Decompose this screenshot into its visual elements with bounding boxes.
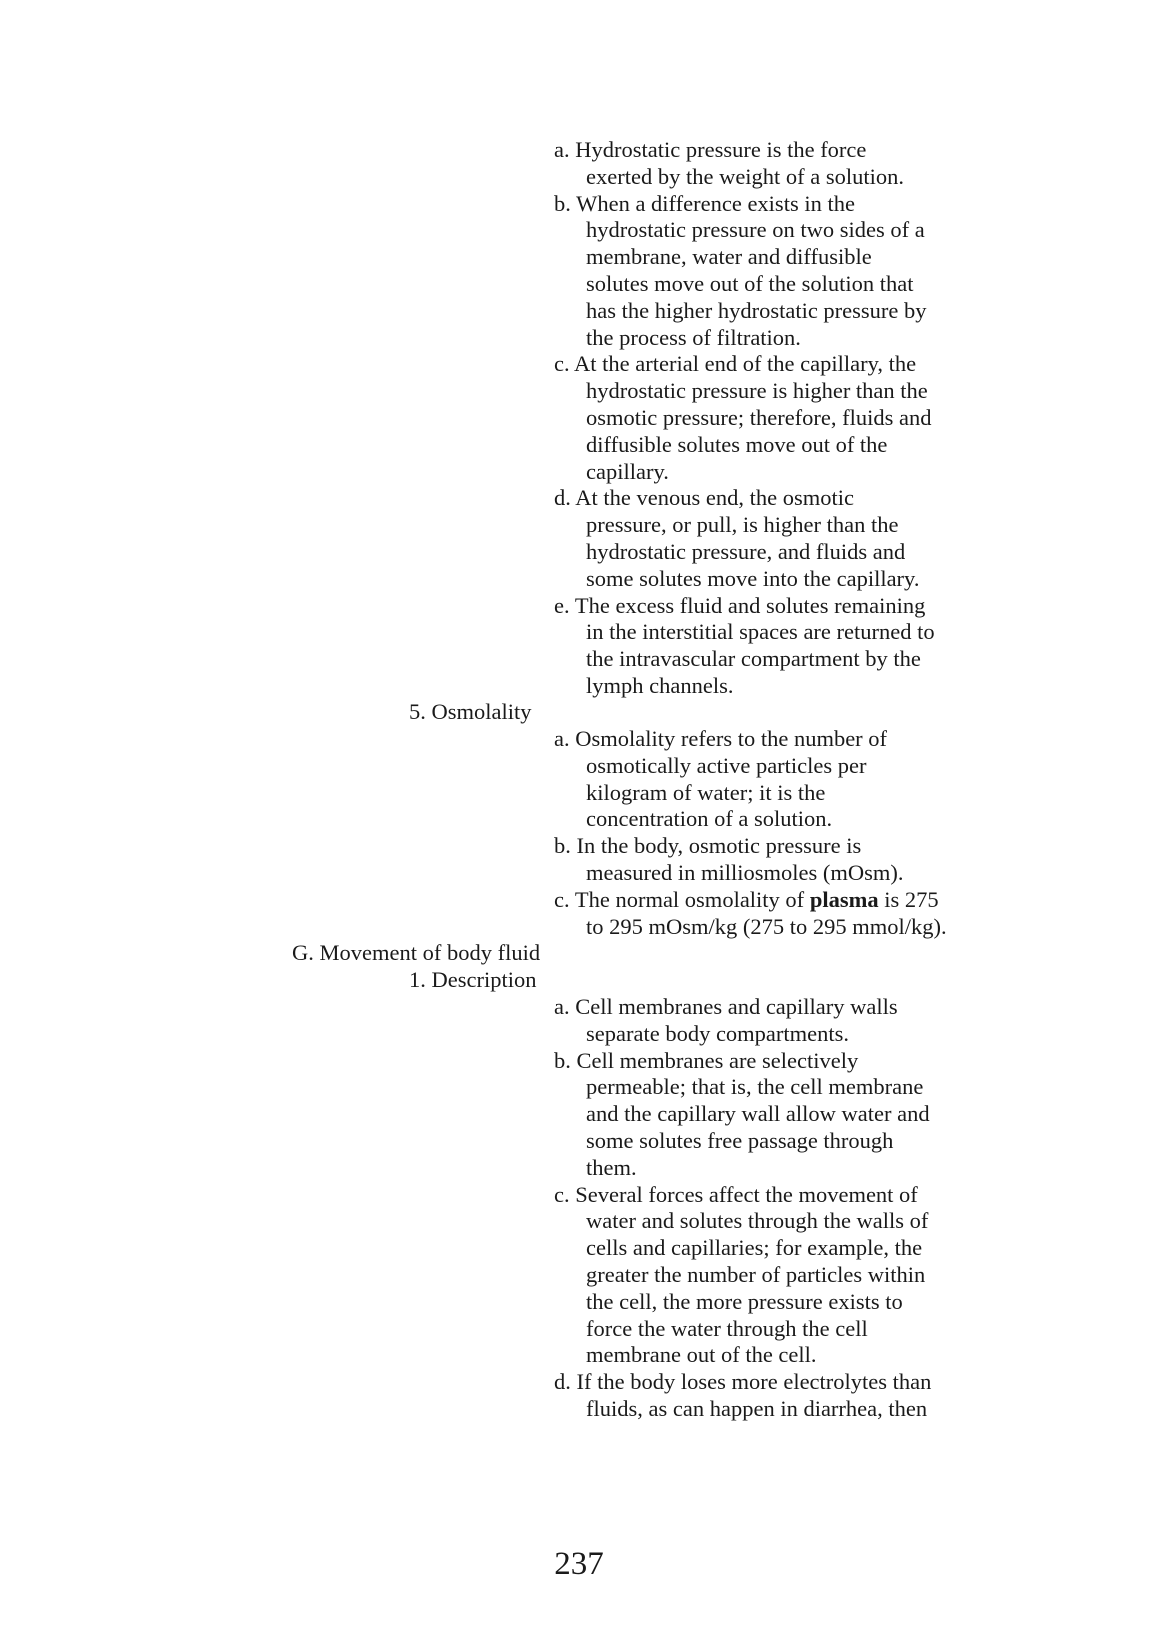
heading-description: 1. Description (409, 967, 537, 992)
block3-item-b-line4: some solutes free passage through (586, 1128, 894, 1153)
block2-item-a-line4: concentration of a solution. (586, 806, 833, 832)
page-number: 237 (554, 1546, 604, 1582)
block1-item-c-line2: hydrostatic pressure is higher than the (586, 378, 928, 404)
block1-item-a-line2: exerted by the weight of a solution. (586, 163, 905, 189)
block1-item-c-line5: capillary. (586, 458, 669, 484)
block1-item-d-line3: hydrostatic pressure, and fluids and (586, 539, 906, 564)
list-label: e. (554, 592, 570, 618)
list-label: c. (554, 351, 570, 377)
block1-item-e-line1: e. The excess fluid and solutes remaining (554, 592, 926, 618)
block1-item-c-line3: osmotic pressure; therefore, fluids and (586, 405, 932, 430)
block1-item-e-line4: lymph channels. (586, 673, 734, 698)
block3-item-b-line3: and the capillary wall allow water and (586, 1101, 930, 1127)
block1-item-d-line2: pressure, or pull, is higher than the (586, 512, 899, 538)
block3-item-c-line4: greater the number of particles within (586, 1262, 926, 1287)
block3-item-b-line1: b. Cell membranes are selectively (554, 1047, 859, 1073)
block3-item-c-line6: force the water through the cell (586, 1315, 868, 1341)
block2-item-b-line2: measured in milliosmoles (mOsm). (586, 860, 904, 885)
block3-item-b-line5: them. (586, 1154, 637, 1180)
block1-item-b-line5: has the higher hydrostatic pressure by (586, 297, 927, 323)
list-label: d. (554, 485, 571, 511)
block3-item-c-line3: cells and capillaries; for example, the (586, 1235, 923, 1261)
block3-item-a-line2: separate body compartments. (586, 1020, 850, 1046)
heading-osmolality: 5. Osmolality (409, 699, 532, 724)
block1-item-c-line1: c. At the arterial end of the capillary, the (554, 351, 917, 377)
block1-item-d-line1: d. At the venous end, the osmotic (554, 485, 854, 511)
list-label: a. (554, 994, 570, 1019)
block1-item-d-line4: some solutes move into the capillary. (586, 565, 920, 591)
block2-item-b-line1: b. In the body, osmotic pressure is (554, 833, 862, 859)
block2-item-a-line2: osmotically active particles per (586, 752, 867, 778)
block3-item-d-line2: fluids, as can happen in diarrhea, then (586, 1396, 928, 1421)
block2-item-a-line1: a. Osmolality refers to the number of (554, 726, 888, 751)
block1-item-e-line2: in the interstitial spaces are returned to (586, 619, 935, 645)
block3-item-b-line2: permeable; that is, the cell membrane (586, 1074, 924, 1100)
block3-item-c-line2: water and solutes through the walls of (586, 1208, 929, 1234)
block1-item-c-line4: diffusible solutes move out of the (586, 431, 888, 457)
osmolality-item-c-line1: c. The normal osmolality of plasma is 275 (554, 887, 939, 912)
list-label: b. (554, 1047, 571, 1073)
block1-item-b-line3: membrane, water and diffusible (586, 244, 872, 270)
block3-item-a-line1: a. Cell membranes and capillary walls (554, 994, 898, 1019)
block1-item-a-line1: a. Hydrostatic pressure is the force (554, 137, 867, 162)
block3-item-c-line1: c. Several forces affect the movement of (554, 1181, 918, 1207)
block3-item-d-line1: d. If the body loses more electrolytes than (554, 1369, 932, 1395)
list-label: c. (554, 1181, 570, 1207)
list-label: a. (554, 726, 570, 751)
list-label: b. (554, 190, 571, 216)
block1-item-b-line1: b. When a difference exists in the (554, 190, 855, 216)
block1-item-e-line3: the intravascular compartment by the (586, 646, 921, 672)
block2-item-a-line3: kilogram of water; it is the (586, 779, 826, 805)
block3-item-c-line7: membrane out of the cell. (586, 1342, 817, 1368)
list-label: b. (554, 833, 571, 859)
list-label: a. (554, 137, 570, 162)
block1-item-b-line2: hydrostatic pressure on two sides of a (586, 217, 925, 243)
osmolality-item-c-line2: to 295 mOsm/kg (275 to 295 mmol/kg). (586, 914, 947, 939)
list-label: d. (554, 1369, 571, 1395)
block1-item-b-line4: solutes move out of the solution that (586, 271, 914, 296)
heading-movement-of-body-fluid: G. Movement of body fluid (292, 940, 541, 965)
plasma-bold: plasma (809, 887, 879, 912)
block3-item-c-line5: the cell, the more pressure exists to (586, 1288, 903, 1314)
block1-item-b-line6: the process of filtration. (586, 324, 801, 350)
